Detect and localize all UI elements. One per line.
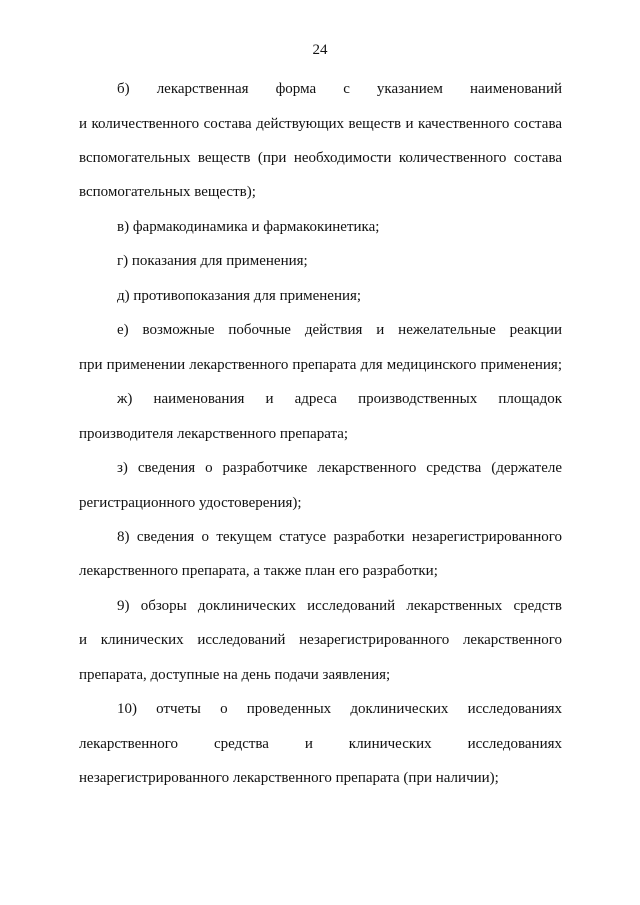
text-line: вспомогательных веществ (при необходимости количественного состава (79, 150, 562, 166)
text-line: незарегистрированного лекарственного препарата (при наличии); (79, 770, 499, 786)
text-line: препарата, доступные на день подачи заявления; (79, 667, 391, 683)
text-line: 8) сведения о текущем статусе разработки незарегистрированного (117, 529, 562, 545)
text-line: 9) обзоры доклинических исследований лекарственных средств (117, 598, 562, 614)
text-line: и количественного состава действующих веществ и качественного состава (79, 116, 562, 132)
text-line: е) возможные побочные действия и нежелательные реакции (117, 322, 562, 338)
text-line: регистрационного удостоверения); (79, 495, 302, 511)
text-line: ж) наименования и адреса производственных площадок (117, 391, 562, 407)
text-line: производителя лекарственного препарата; (79, 426, 349, 442)
text-line: вспомогательных веществ); (79, 184, 256, 200)
text-line: б) лекарственная форма с указанием наименований (117, 81, 562, 97)
text-line: г) показания для применения; (117, 253, 308, 269)
text-line: при применении лекарственного препарата для медицинского применения; (79, 357, 562, 373)
text-line: лекарственного препарата, а также план его разработки; (79, 563, 438, 579)
text-line: д) противопоказания для применения; (117, 288, 362, 304)
text-line: лекарственного средства и клинических исследованиях (79, 736, 562, 752)
text-line: и клинических исследований незарегистрированного лекарственного (79, 632, 562, 648)
page-number: 24 (312, 42, 328, 58)
text-line: в) фармакодинамика и фармакокинетика; (117, 219, 380, 235)
text-line: з) сведения о разработчике лекарственного средства (держателе (117, 460, 562, 476)
text-line: 10) отчеты о проведенных доклинических исследованиях (117, 701, 562, 717)
